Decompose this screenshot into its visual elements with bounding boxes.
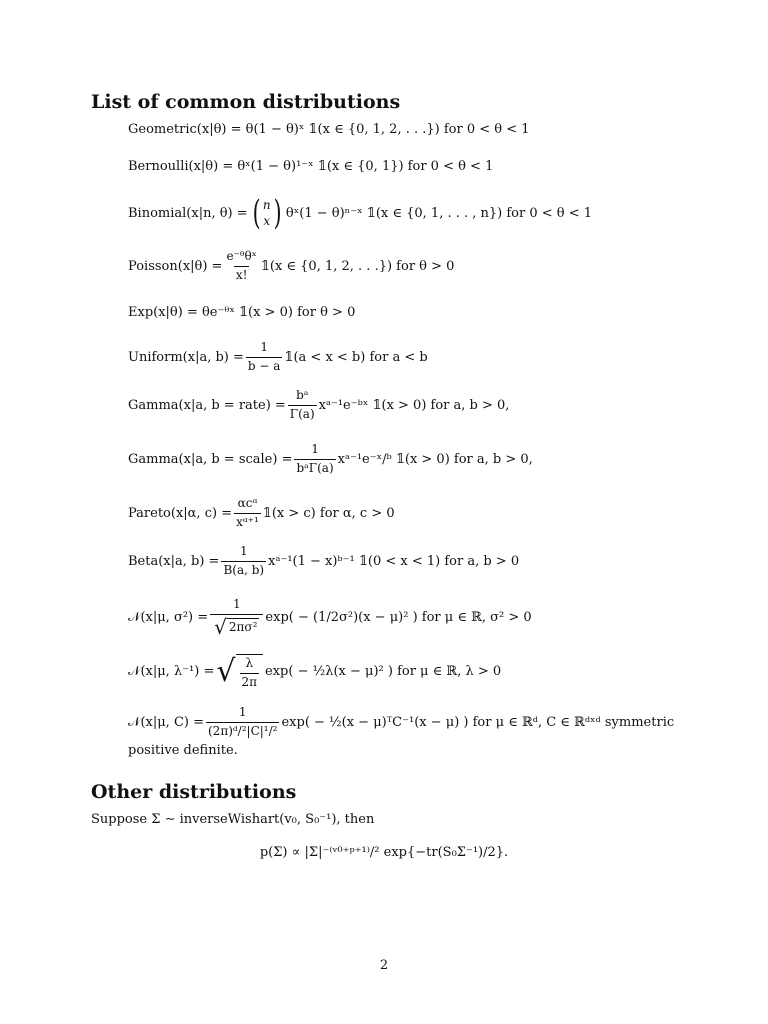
normal-variance-fraction bbox=[210, 598, 263, 638]
pareto-denominator: xᵅ⁺¹ bbox=[236, 514, 259, 529]
inverse-wishart-sentence: Suppose Σ ∼ inverseWishart(v₀, S₀⁻¹), then bbox=[91, 812, 375, 827]
normal-precision-fraction bbox=[240, 657, 260, 690]
gamma-rate-denominator: Γ(a) bbox=[289, 406, 315, 421]
normal-variance-numerator: 1 bbox=[232, 597, 241, 611]
normal-multi-suffix: exp( − ½(x − μ)ᵀC⁻¹(x − μ) ) for μ ∈ ℝᵈ, C ∈ ℝᵈˣᵈ symmetric bbox=[281, 714, 675, 730]
formula-gamma-scale bbox=[128, 443, 533, 476]
pareto-numerator: αcᵅ bbox=[237, 496, 258, 510]
poisson-prefix: Poisson(x|θ) = bbox=[128, 258, 223, 274]
inverse-wishart-density: p(Σ) ∝ |Σ|⁻⁽ᵛ⁰⁺ᵖ⁺¹⁾/² exp{−tr(S₀Σ⁻¹)/2}. bbox=[259, 845, 509, 860]
gamma-rate-fraction bbox=[288, 389, 317, 422]
normal-multi-numerator: 1 bbox=[238, 705, 247, 719]
gamma-rate-numerator: bᵃ bbox=[296, 388, 309, 402]
formula-bernoulli: Bernoulli(x|θ) = θˣ(1 − θ)¹⁻ˣ 𝟙(x ∈ {0, 1}) for 0 < θ < 1 bbox=[128, 159, 494, 174]
normal-multi-prefix: 𝒩(x|μ, C) = bbox=[128, 714, 204, 730]
formula-binomial bbox=[128, 193, 593, 233]
gamma-rate-suffix: xᵃ⁻¹e⁻ᵇˣ 𝟙(x > 0) for a, b > 0, bbox=[318, 397, 510, 413]
poisson-denominator: x! bbox=[235, 267, 248, 282]
formula-normal-precision bbox=[128, 654, 501, 690]
uniform-suffix: 𝟙(a < x < b) for a < b bbox=[284, 349, 428, 365]
binomial-suffix: θˣ(1 − θ)ⁿ⁻ˣ 𝟙(x ∈ {0, 1, . . . , n}) for 0 < θ < 1 bbox=[285, 205, 593, 221]
formula-gamma-rate bbox=[128, 389, 509, 422]
formula-normal-variance bbox=[128, 598, 532, 638]
formula-pareto bbox=[128, 497, 395, 530]
pareto-suffix: 𝟙(x > c) for α, c > 0 bbox=[262, 505, 395, 521]
gamma-scale-prefix: Gamma(x|a, b = scale) = bbox=[128, 451, 293, 467]
beta-numerator: 1 bbox=[239, 544, 248, 558]
uniform-prefix: Uniform(x|a, b) = bbox=[128, 349, 244, 365]
section-title-common-distributions: List of common distributions bbox=[91, 91, 401, 113]
uniform-fraction bbox=[246, 341, 283, 374]
uniform-denominator: b − a bbox=[247, 358, 281, 373]
normal-precision-prefix: 𝒩(x|μ, λ⁻¹) = bbox=[128, 664, 215, 680]
beta-prefix: Beta(x|a, b) = bbox=[128, 553, 220, 569]
normal-variance-prefix: 𝒩(x|μ, σ²) = bbox=[128, 610, 209, 626]
formula-geometric: Geometric(x|θ) = θ(1 − θ)ˣ 𝟙(x ∈ {0, 1, 2, . . .}) for 0 < θ < 1 bbox=[128, 122, 530, 137]
normal-precision-suffix: exp( − ½λ(x − μ)² ) for μ ∈ ℝ, λ > 0 bbox=[265, 664, 502, 680]
binom-top: n bbox=[262, 197, 271, 212]
normal-multi-continuation: positive definite. bbox=[128, 743, 238, 758]
section-title-other-distributions: Other distributions bbox=[91, 781, 297, 803]
gamma-rate-prefix: Gamma(x|a, b = rate) = bbox=[128, 397, 286, 413]
gamma-scale-fraction bbox=[294, 443, 335, 476]
binomial-prefix: Binomial(x|n, θ) = bbox=[128, 205, 248, 221]
normal-variance-radicand: 2πσ² bbox=[228, 620, 258, 635]
normal-variance-suffix: exp( − (1/2σ²)(x − μ)² ) for μ ∈ ℝ, σ² > 0 bbox=[265, 610, 532, 626]
beta-fraction bbox=[221, 545, 266, 578]
uniform-numerator: 1 bbox=[260, 340, 268, 354]
gamma-scale-denominator: bᵃΓ(a) bbox=[296, 460, 334, 475]
formula-normal-multivariate bbox=[128, 706, 674, 739]
normal-multi-fraction bbox=[206, 706, 279, 739]
sqrt-symbol: √ $\frac{\lambda}{2\pi}$ bbox=[216, 654, 263, 690]
poisson-numerator: e⁻ᶿθˣ bbox=[226, 249, 257, 263]
poisson-suffix: 𝟙(x ∈ {0, 1, 2, . . .}) for θ > 0 bbox=[260, 258, 455, 274]
beta-denominator: B(a, b) bbox=[223, 562, 265, 577]
normal-precision-numerator: λ bbox=[245, 656, 254, 670]
binom-bottom: x bbox=[263, 214, 271, 228]
formula-exp: Exp(x|θ) = θe⁻ᶿˣ 𝟙(x > 0) for θ > 0 bbox=[128, 305, 356, 320]
normal-multi-denominator: (2π)ᵈ/²|C|¹/² bbox=[208, 723, 278, 738]
normal-variance-denominator bbox=[210, 614, 263, 638]
pareto-fraction bbox=[234, 497, 261, 530]
poisson-fraction bbox=[224, 250, 258, 283]
page-number: 2 bbox=[379, 958, 389, 973]
sqrt-symbol: √ 2πσ² bbox=[214, 614, 258, 639]
binomial-coefficient: ( n x ) bbox=[252, 193, 282, 233]
gamma-scale-suffix: xᵃ⁻¹e⁻ˣ/ᵇ 𝟙(x > 0) for a, b > 0, bbox=[337, 451, 533, 467]
formula-uniform bbox=[128, 341, 428, 374]
beta-suffix: xᵃ⁻¹(1 − x)ᵇ⁻¹ 𝟙(0 < x < 1) for a, b > 0 bbox=[268, 553, 520, 569]
normal-precision-denominator: 2π bbox=[241, 674, 258, 689]
gamma-scale-numerator: 1 bbox=[311, 442, 319, 456]
pareto-prefix: Pareto(x|α, c) = bbox=[128, 505, 233, 521]
formula-beta bbox=[128, 545, 519, 578]
formula-poisson bbox=[128, 250, 454, 283]
